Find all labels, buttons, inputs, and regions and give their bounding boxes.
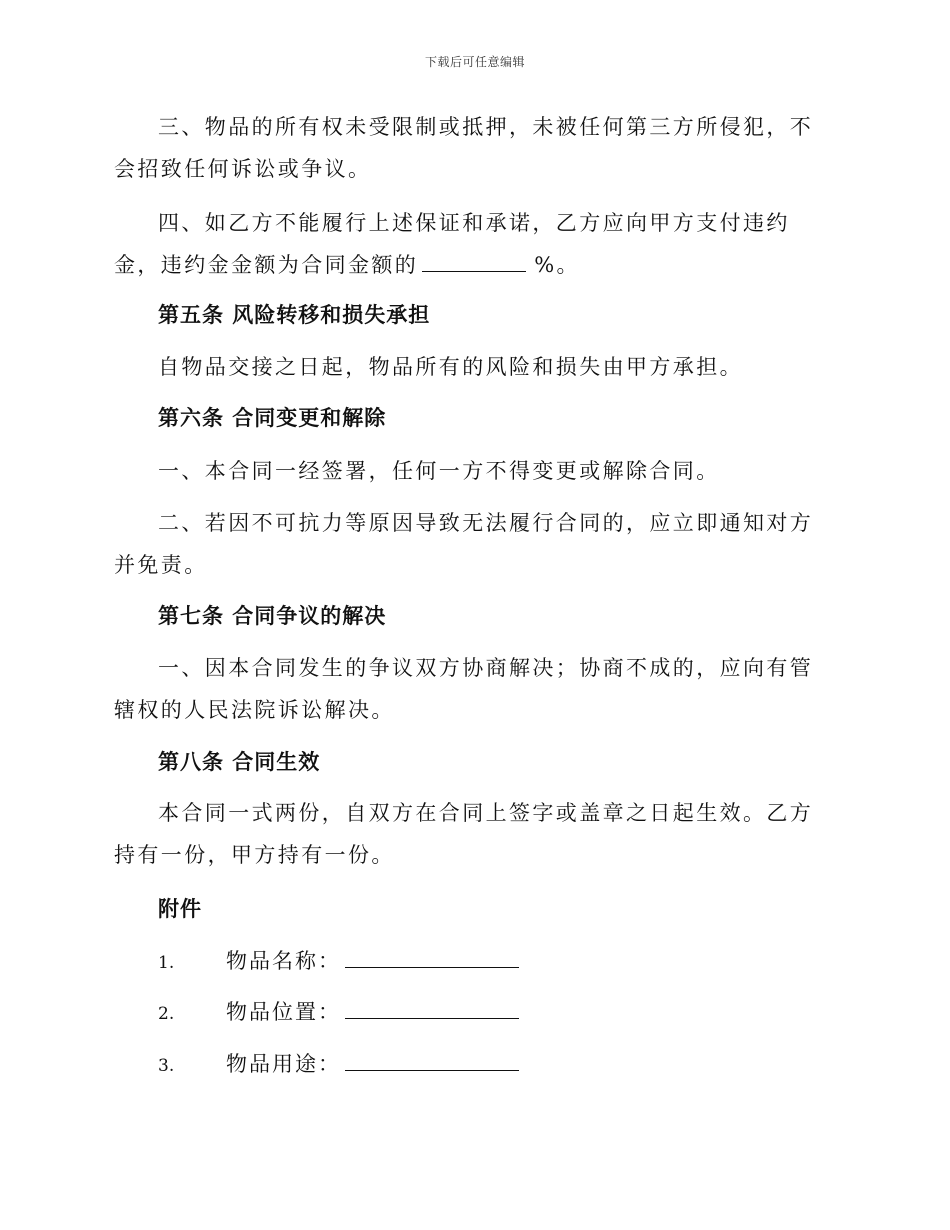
attachment-heading: 附件 bbox=[158, 896, 202, 921]
attachment-item-purpose bbox=[158, 1049, 519, 1081]
clause-4-suffix: %。 bbox=[534, 253, 580, 277]
list-number: 1. bbox=[158, 953, 175, 973]
page-header: 下载后可任意编辑 bbox=[424, 55, 525, 69]
list-label: 物品位置： bbox=[226, 1000, 341, 1024]
clause-3-paragraph: 三、物品的所有权未受限制或抵押，未被任何第三方所侵犯，不会招致任何诉讼或争议。 bbox=[114, 115, 814, 181]
list-number: 2. bbox=[158, 1004, 175, 1024]
article-6-heading: 第六条 合同变更和解除 bbox=[158, 405, 387, 430]
article-6-clause-1: 一、本合同一经签署，任何一方不得变更或解除合同。 bbox=[158, 459, 720, 483]
item-name-blank bbox=[345, 947, 519, 968]
article-7-heading: 第七条 合同争议的解决 bbox=[158, 603, 387, 628]
article-5-body: 自物品交接之日起，物品所有的风险和损失由甲方承担。 bbox=[158, 355, 743, 379]
list-label: 物品用途： bbox=[226, 1052, 341, 1076]
attachment-item-name bbox=[158, 946, 519, 978]
clause-4-paragraph bbox=[114, 202, 834, 286]
list-number: 3. bbox=[158, 1056, 175, 1076]
list-label: 物品名称： bbox=[226, 949, 341, 973]
article-5-heading: 第五条 风险转移和损失承担 bbox=[158, 302, 431, 327]
article-6-clause-2: 二、若因不可抗力等原因导致无法履行合同的，应立即通知对方并免责。 bbox=[114, 511, 814, 577]
article-7-clause-1: 一、因本合同发生的争议双方协商解决；协商不成的，应向有管辖权的人民法院诉讼解决。 bbox=[114, 656, 814, 722]
attachment-item-location bbox=[158, 997, 519, 1029]
item-location-blank bbox=[345, 998, 519, 1019]
penalty-percent-blank bbox=[422, 253, 526, 272]
article-8-heading: 第八条 合同生效 bbox=[158, 749, 321, 774]
item-purpose-blank bbox=[345, 1050, 519, 1071]
article-8-body: 本合同一式两份，自双方在合同上签字或盖章之日起生效。乙方持有一份，甲方持有一份。 bbox=[114, 801, 814, 867]
clause-4-text: 四、如乙方不能履行上述保证和承诺，乙方应向甲方支付违约金，违约金金额为合同金额的 bbox=[114, 211, 790, 277]
